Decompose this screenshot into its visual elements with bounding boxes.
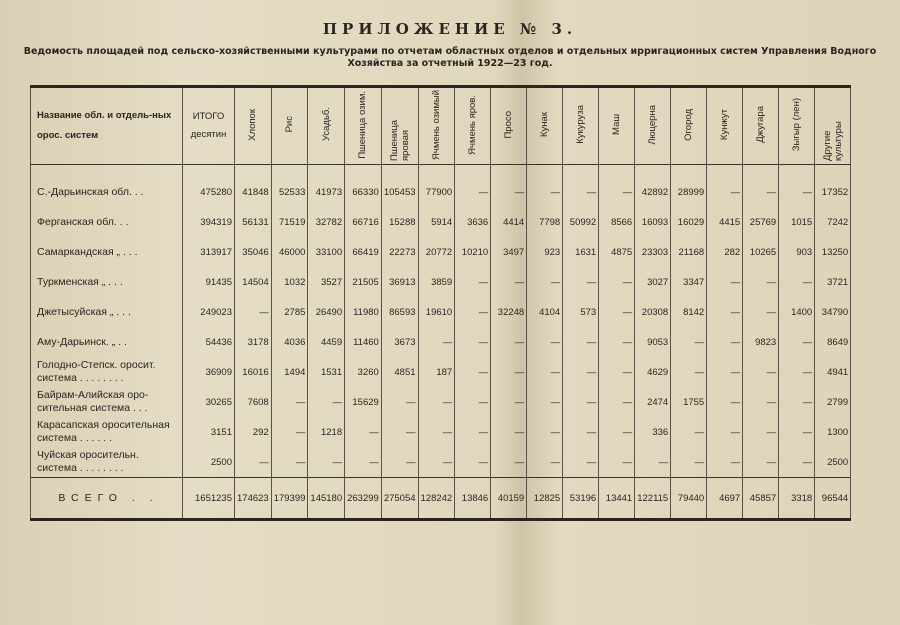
table-cell: —: [599, 387, 635, 417]
header-col: [271, 87, 308, 165]
table-cell: —: [707, 327, 743, 357]
table-cell: —: [563, 357, 599, 387]
header-col: [635, 87, 671, 165]
table-cell: 34790: [815, 297, 851, 327]
table-cell: —: [671, 447, 707, 478]
table-cell: 3347: [671, 267, 707, 297]
row-total: 249023: [183, 297, 235, 327]
table-cell: 263299: [345, 478, 382, 520]
header-col: [381, 87, 418, 165]
row-total: 36909: [183, 357, 235, 387]
table-cell: 66330: [345, 177, 382, 207]
table-cell: —: [743, 357, 779, 387]
row-total: 2500: [183, 447, 235, 478]
table-cell: —: [381, 387, 418, 417]
table-cell: —: [345, 447, 382, 478]
table-cell: 40159: [491, 478, 527, 520]
table-cell: 71519: [271, 207, 308, 237]
table-cell: 28999: [671, 177, 707, 207]
row-name: Джетысуйская „ . . .: [31, 297, 183, 327]
table-cell: 174623: [235, 478, 272, 520]
spacer-cell: [183, 165, 235, 178]
page-title: ПРИЛОЖЕНИЕ № 3.: [322, 20, 578, 38]
table-cell: 4104: [527, 297, 563, 327]
header-col-label: Ячмень яров.: [467, 94, 479, 155]
table-cell: 20308: [635, 297, 671, 327]
table-cell: 3859: [418, 267, 455, 297]
table-cell: 41848: [235, 177, 272, 207]
header-col-label: Кукуруза: [575, 105, 587, 144]
table-cell: 23303: [635, 237, 671, 267]
table-row: [31, 297, 851, 327]
table-cell: —: [743, 387, 779, 417]
table-cell: —: [599, 327, 635, 357]
row-total: 475280: [183, 177, 235, 207]
table-cell: 9053: [635, 327, 671, 357]
spacer-cell: [707, 165, 743, 178]
table-cell: 7242: [815, 207, 851, 237]
table-row: [31, 327, 851, 357]
spacer-cell: [235, 165, 272, 178]
table-cell: —: [671, 417, 707, 447]
table-cell: —: [527, 447, 563, 478]
row-name: ВСЕГО . .: [31, 478, 183, 520]
table-cell: 17352: [815, 177, 851, 207]
table-row: [31, 177, 851, 207]
table-cell: —: [455, 267, 491, 297]
table-cell: 66716: [345, 207, 382, 237]
table-cell: —: [599, 357, 635, 387]
table-cell: 1494: [271, 357, 308, 387]
table-cell: 7608: [235, 387, 272, 417]
table-cell: 1755: [671, 387, 707, 417]
table-cell: 2799: [815, 387, 851, 417]
table-cell: —: [707, 177, 743, 207]
table-cell: 336: [635, 417, 671, 447]
header-col: [815, 87, 851, 165]
table-cell: —: [779, 177, 815, 207]
row-name: Ферганская обл. . .: [31, 207, 183, 237]
row-total: 313917: [183, 237, 235, 267]
table-cell: —: [563, 447, 599, 478]
header-col: [599, 87, 635, 165]
table-cell: 4875: [599, 237, 635, 267]
table-row: [31, 207, 851, 237]
header-col-label: Кунжут: [719, 108, 731, 141]
header-col: [743, 87, 779, 165]
header-col-label: Огород: [683, 108, 695, 141]
table-cell: 35046: [235, 237, 272, 267]
row-total: 1651235: [183, 478, 235, 520]
table-cell: 145180: [308, 478, 345, 520]
header-col: [671, 87, 707, 165]
table-cell: 21505: [345, 267, 382, 297]
table-cell: —: [527, 177, 563, 207]
table-cell: —: [491, 177, 527, 207]
header-col-label: Просо: [503, 110, 515, 139]
table-cell: 9823: [743, 327, 779, 357]
table-cell: —: [418, 327, 455, 357]
table-cell: 2785: [271, 297, 308, 327]
header-col-label: Пшеница яровая: [388, 119, 411, 161]
table-cell: —: [779, 447, 815, 478]
table-cell: 26490: [308, 297, 345, 327]
table-cell: —: [418, 447, 455, 478]
table-cell: —: [271, 387, 308, 417]
table-cell: 79440: [671, 478, 707, 520]
table-cell: —: [599, 177, 635, 207]
header-col-label: Зыгыр (лен): [791, 97, 803, 152]
table-cell: —: [563, 417, 599, 447]
table-cell: —: [455, 327, 491, 357]
header-col-label: Ячмень озимый: [430, 89, 442, 160]
table-cell: —: [455, 417, 491, 447]
table-cell: 8142: [671, 297, 707, 327]
table-cell: 128242: [418, 478, 455, 520]
table-cell: —: [455, 357, 491, 387]
table-cell: 187: [418, 357, 455, 387]
spacer-cell: [271, 165, 308, 178]
table-cell: —: [707, 447, 743, 478]
table-cell: —: [671, 327, 707, 357]
header-col-label: Пшеница озим.: [357, 90, 369, 159]
table-cell: 3673: [381, 327, 418, 357]
table-cell: 11980: [345, 297, 382, 327]
table-cell: —: [707, 267, 743, 297]
table-cell: 3721: [815, 267, 851, 297]
table-cell: —: [491, 357, 527, 387]
header-col: [563, 87, 599, 165]
table-cell: 13250: [815, 237, 851, 267]
table-cell: 96544: [815, 478, 851, 520]
table-cell: —: [743, 267, 779, 297]
table-cell: —: [743, 297, 779, 327]
table-cell: 1531: [308, 357, 345, 387]
spacer-row: [31, 165, 851, 178]
row-name: Карасапская оросительная система . . . . . .: [31, 417, 183, 447]
table-cell: 56131: [235, 207, 272, 237]
table-cell: —: [418, 417, 455, 447]
crop-area-table: [30, 85, 851, 521]
total-row: [31, 478, 851, 520]
header-col: [345, 87, 382, 165]
row-name: Самаркандская „ . . .: [31, 237, 183, 267]
row-name: Голодно-Степск. оросит. система . . . . . . . .: [31, 357, 183, 387]
table-cell: 20772: [418, 237, 455, 267]
table-cell: 15629: [345, 387, 382, 417]
spacer-cell: [671, 165, 707, 178]
table-cell: —: [527, 417, 563, 447]
header-col: [308, 87, 345, 165]
table-cell: 10265: [743, 237, 779, 267]
table-cell: 4941: [815, 357, 851, 387]
table-cell: 5914: [418, 207, 455, 237]
header-col-label: Рис: [284, 116, 296, 133]
table-cell: —: [743, 447, 779, 478]
table-cell: —: [491, 327, 527, 357]
table-cell: —: [381, 447, 418, 478]
table-cell: 4036: [271, 327, 308, 357]
header-col: [418, 87, 455, 165]
table-cell: 3260: [345, 357, 382, 387]
table-cell: 66419: [345, 237, 382, 267]
table-cell: 53196: [563, 478, 599, 520]
table-cell: 1631: [563, 237, 599, 267]
table-cell: 105453: [381, 177, 418, 207]
table-cell: 36913: [381, 267, 418, 297]
row-total: 394319: [183, 207, 235, 237]
table-cell: 14504: [235, 267, 272, 297]
table-cell: —: [345, 417, 382, 447]
table-cell: 1400: [779, 297, 815, 327]
table-cell: 3178: [235, 327, 272, 357]
row-name: Байрам-Алийская оро-сительная система . . .: [31, 387, 183, 417]
table-cell: —: [599, 417, 635, 447]
table-cell: 3527: [308, 267, 345, 297]
spacer-cell: [815, 165, 851, 178]
row-name: Чуйская оросительн. система . . . . . . . .: [31, 447, 183, 478]
table-cell: 13441: [599, 478, 635, 520]
header-col-label: Люцерна: [647, 104, 659, 145]
table-cell: —: [779, 417, 815, 447]
table-cell: —: [707, 387, 743, 417]
table-cell: —: [381, 417, 418, 447]
table-cell: 923: [527, 237, 563, 267]
header-col: [455, 87, 491, 165]
table-cell: 21168: [671, 237, 707, 267]
table-cell: —: [455, 387, 491, 417]
header-col: [707, 87, 743, 165]
table-cell: —: [271, 417, 308, 447]
table-cell: 13846: [455, 478, 491, 520]
row-name: Туркменская „ . . .: [31, 267, 183, 297]
table-row: [31, 357, 851, 387]
row-total: 91435: [183, 267, 235, 297]
header-col-label: Джугара: [755, 106, 767, 143]
spacer-cell: [381, 165, 418, 178]
spacer-cell: [779, 165, 815, 178]
table-cell: —: [779, 357, 815, 387]
table-cell: 2474: [635, 387, 671, 417]
table-cell: 45857: [743, 478, 779, 520]
table-cell: 292: [235, 417, 272, 447]
table-cell: 8566: [599, 207, 635, 237]
table-cell: 179399: [271, 478, 308, 520]
table-cell: —: [779, 327, 815, 357]
table-cell: 7798: [527, 207, 563, 237]
header-name: Название обл. и отдель-ных орос. систем: [31, 87, 183, 165]
table-cell: —: [563, 177, 599, 207]
table-row: [31, 267, 851, 297]
header-col-label: Усадьб.: [320, 107, 332, 142]
table-cell: 52533: [271, 177, 308, 207]
table-cell: 32248: [491, 297, 527, 327]
table-cell: 77900: [418, 177, 455, 207]
table-cell: —: [308, 447, 345, 478]
table-cell: —: [743, 417, 779, 447]
header-col-label: Хлопок: [247, 108, 259, 141]
table-cell: —: [527, 327, 563, 357]
table-cell: 122115: [635, 478, 671, 520]
table-cell: 282: [707, 237, 743, 267]
row-total: 30265: [183, 387, 235, 417]
spacer-cell: [743, 165, 779, 178]
table-cell: —: [779, 387, 815, 417]
table-cell: —: [271, 447, 308, 478]
table-cell: —: [455, 447, 491, 478]
table-cell: —: [455, 177, 491, 207]
table-cell: 16029: [671, 207, 707, 237]
header-col-label: Маш: [611, 114, 623, 135]
table-cell: —: [491, 387, 527, 417]
table-cell: —: [491, 267, 527, 297]
table-cell: 1300: [815, 417, 851, 447]
table-cell: —: [527, 357, 563, 387]
row-name: С.-Дарьинская обл. . .: [31, 177, 183, 207]
spacer-cell: [455, 165, 491, 178]
table-cell: —: [491, 417, 527, 447]
table-cell: —: [707, 357, 743, 387]
table-cell: 3027: [635, 267, 671, 297]
header-col: [491, 87, 527, 165]
page-subtitle: Ведомость площадей под сельско-хозяйственными культурами по отчетам областных отделов и отдельных ирригационных систем Управления Водного Хозяйства за отчетный 1922—23 год.: [23, 46, 877, 69]
row-name: Аму-Дарьинск. „ . .: [31, 327, 183, 357]
table-cell: 16016: [235, 357, 272, 387]
spacer-cell: [418, 165, 455, 178]
table-cell: 4629: [635, 357, 671, 387]
spacer-cell: [345, 165, 382, 178]
spacer-cell: [491, 165, 527, 178]
header-col-label: Другие культуры: [821, 120, 844, 161]
header-col: [779, 87, 815, 165]
table-cell: 41973: [308, 177, 345, 207]
table-cell: —: [635, 447, 671, 478]
table-cell: 16093: [635, 207, 671, 237]
table-cell: 10210: [455, 237, 491, 267]
table-cell: 3636: [455, 207, 491, 237]
header-col-label: Кунак: [539, 112, 551, 137]
header-col: [235, 87, 272, 165]
row-total: 54436: [183, 327, 235, 357]
table-cell: 42892: [635, 177, 671, 207]
table-cell: —: [563, 327, 599, 357]
table-cell: —: [527, 387, 563, 417]
table-cell: —: [491, 447, 527, 478]
table-cell: 22273: [381, 237, 418, 267]
table-cell: 4851: [381, 357, 418, 387]
spacer-cell: [31, 165, 183, 178]
table-cell: —: [743, 177, 779, 207]
spacer-cell: [599, 165, 635, 178]
table-cell: 15288: [381, 207, 418, 237]
table-cell: —: [779, 267, 815, 297]
table-cell: 903: [779, 237, 815, 267]
table-cell: —: [455, 297, 491, 327]
table-cell: 19610: [418, 297, 455, 327]
table-cell: 25769: [743, 207, 779, 237]
table-cell: 4415: [707, 207, 743, 237]
table-cell: —: [235, 447, 272, 478]
table-cell: 86593: [381, 297, 418, 327]
spacer-cell: [563, 165, 599, 178]
table-row: [31, 447, 851, 478]
table-cell: 1032: [271, 267, 308, 297]
table-cell: 32782: [308, 207, 345, 237]
table-cell: 275054: [381, 478, 418, 520]
table-cell: 4697: [707, 478, 743, 520]
table-cell: 4459: [308, 327, 345, 357]
table-cell: 1015: [779, 207, 815, 237]
table-cell: 33100: [308, 237, 345, 267]
table-cell: 3497: [491, 237, 527, 267]
table-cell: —: [707, 417, 743, 447]
table-cell: 12825: [527, 478, 563, 520]
table-cell: —: [563, 267, 599, 297]
table-row: [31, 387, 851, 417]
spacer-cell: [308, 165, 345, 178]
table-cell: —: [707, 297, 743, 327]
table-cell: —: [418, 387, 455, 417]
table-cell: 46000: [271, 237, 308, 267]
table-cell: —: [235, 297, 272, 327]
table-cell: —: [599, 447, 635, 478]
header-col: [527, 87, 563, 165]
table-cell: 50992: [563, 207, 599, 237]
table-row: [31, 417, 851, 447]
table-cell: —: [308, 387, 345, 417]
table-cell: —: [563, 387, 599, 417]
table-cell: 8649: [815, 327, 851, 357]
table-cell: 2500: [815, 447, 851, 478]
table-cell: 4414: [491, 207, 527, 237]
spacer-cell: [635, 165, 671, 178]
spacer-cell: [527, 165, 563, 178]
table-cell: —: [599, 267, 635, 297]
table-cell: 573: [563, 297, 599, 327]
table-cell: 11460: [345, 327, 382, 357]
row-total: 3151: [183, 417, 235, 447]
header-total: ИТОГО десятин: [183, 87, 235, 165]
table-cell: —: [671, 357, 707, 387]
table-body: [31, 165, 851, 520]
table-cell: —: [599, 297, 635, 327]
table-row: [31, 237, 851, 267]
table-cell: 1218: [308, 417, 345, 447]
header-row: [31, 87, 851, 165]
table-cell: —: [527, 267, 563, 297]
table-cell: 3318: [779, 478, 815, 520]
